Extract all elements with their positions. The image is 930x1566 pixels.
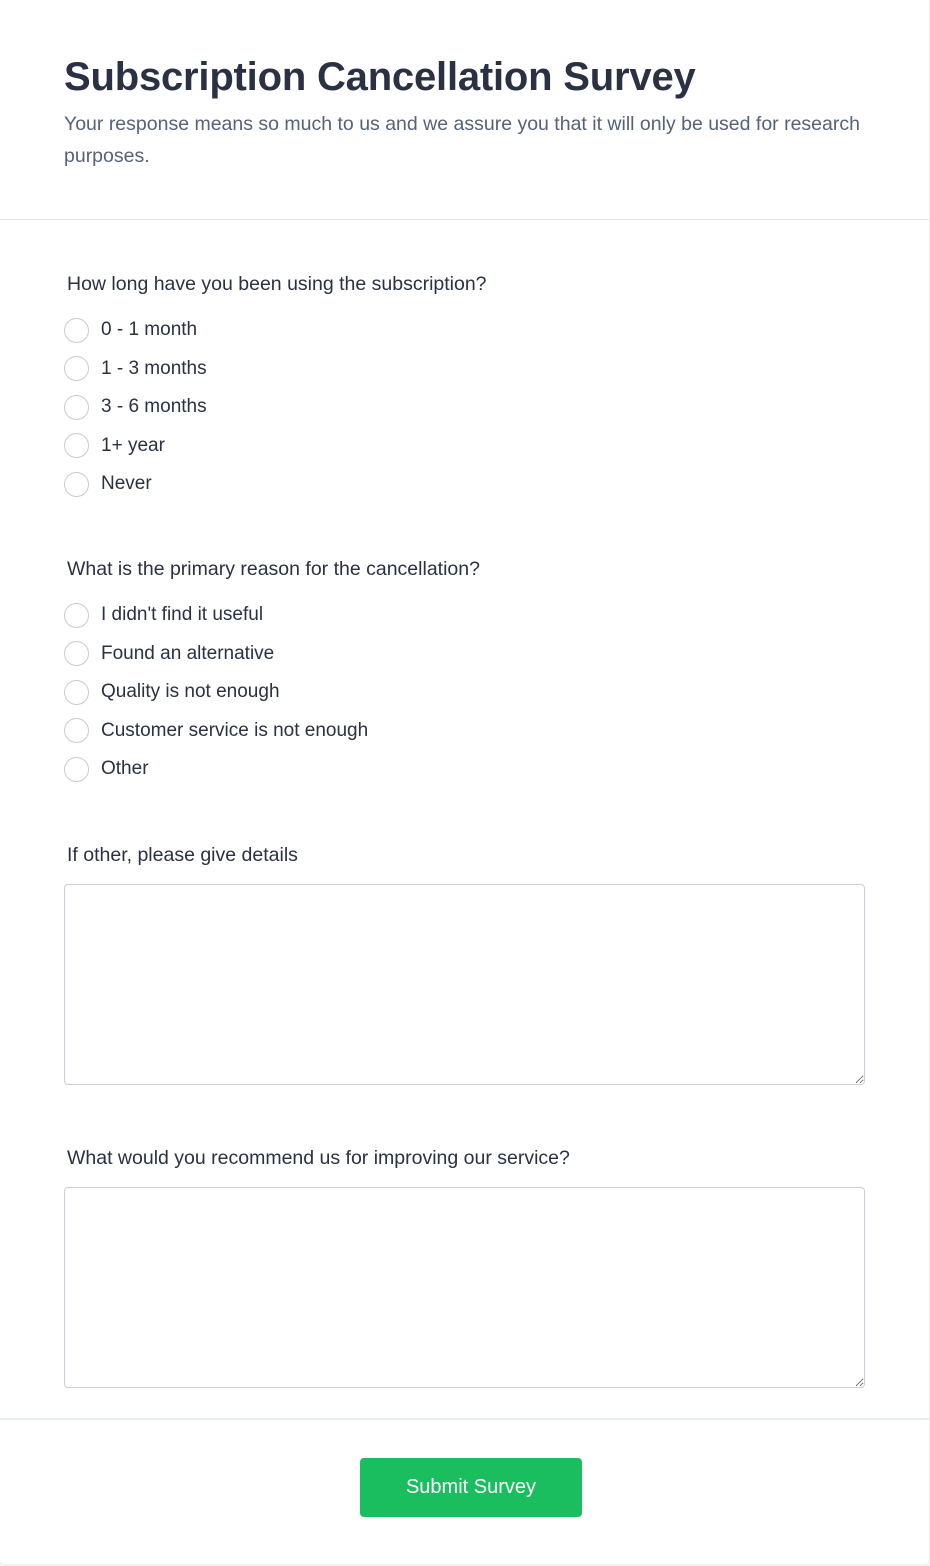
radio-option-found-alternative[interactable] <box>64 635 368 674</box>
radio-option-never[interactable] <box>64 465 207 504</box>
question-duration-label: How long have you been using the subscription? <box>67 273 487 295</box>
radio-option-label[interactable]: Quality is not enough <box>101 681 280 703</box>
submit-survey-button[interactable]: Submit Survey <box>360 1458 582 1517</box>
radio-button[interactable] <box>64 356 89 381</box>
other-details-textarea[interactable] <box>64 884 865 1085</box>
radio-option-label[interactable]: 1+ year <box>101 434 165 456</box>
radio-button[interactable] <box>64 395 89 420</box>
radio-button[interactable] <box>64 472 89 497</box>
radio-option-customer-service[interactable] <box>64 712 368 751</box>
radio-button[interactable] <box>64 680 89 705</box>
radio-option-1-3-months[interactable] <box>64 350 207 389</box>
question-reason-label: What is the primary reason for the cancellation? <box>67 558 480 580</box>
radio-option-label[interactable]: I didn't find it useful <box>101 604 264 626</box>
radio-option-3-6-months[interactable] <box>64 388 207 427</box>
question-other-details-label: If other, please give details <box>67 844 298 866</box>
radio-option-label[interactable]: 0 - 1 month <box>101 319 198 341</box>
page-subtitle: Your response means so much to us and we assure you that it will only be used for research purposes. <box>64 113 860 167</box>
radio-option-label[interactable]: 1 - 3 months <box>101 357 207 379</box>
radio-option-label[interactable]: 3 - 6 months <box>101 396 207 418</box>
radio-option-0-1-month[interactable] <box>64 311 207 350</box>
radio-option-quality[interactable] <box>64 673 368 712</box>
radio-option-not-useful[interactable] <box>64 596 368 635</box>
radio-button[interactable] <box>64 757 89 782</box>
radio-option-1-plus-year[interactable] <box>64 427 207 466</box>
radio-option-label[interactable]: Never <box>101 473 152 495</box>
survey-footer <box>0 1418 929 1564</box>
radio-button[interactable] <box>64 318 89 343</box>
radio-button[interactable] <box>64 641 89 666</box>
page-title: Subscription Cancellation Survey <box>64 55 696 99</box>
duration-radio-group <box>64 311 207 504</box>
radio-button[interactable] <box>64 718 89 743</box>
radio-button[interactable] <box>64 433 89 458</box>
radio-button[interactable] <box>64 603 89 628</box>
radio-option-label[interactable]: Found an alternative <box>101 642 275 664</box>
radio-option-label[interactable]: Other <box>101 758 149 780</box>
reason-radio-group <box>64 596 368 789</box>
survey-header <box>0 0 929 220</box>
recommendation-textarea[interactable] <box>64 1187 865 1388</box>
radio-option-other[interactable] <box>64 750 368 789</box>
radio-option-label[interactable]: Customer service is not enough <box>101 719 369 741</box>
question-recommendation-label: What would you recommend us for improving our service? <box>67 1147 570 1169</box>
